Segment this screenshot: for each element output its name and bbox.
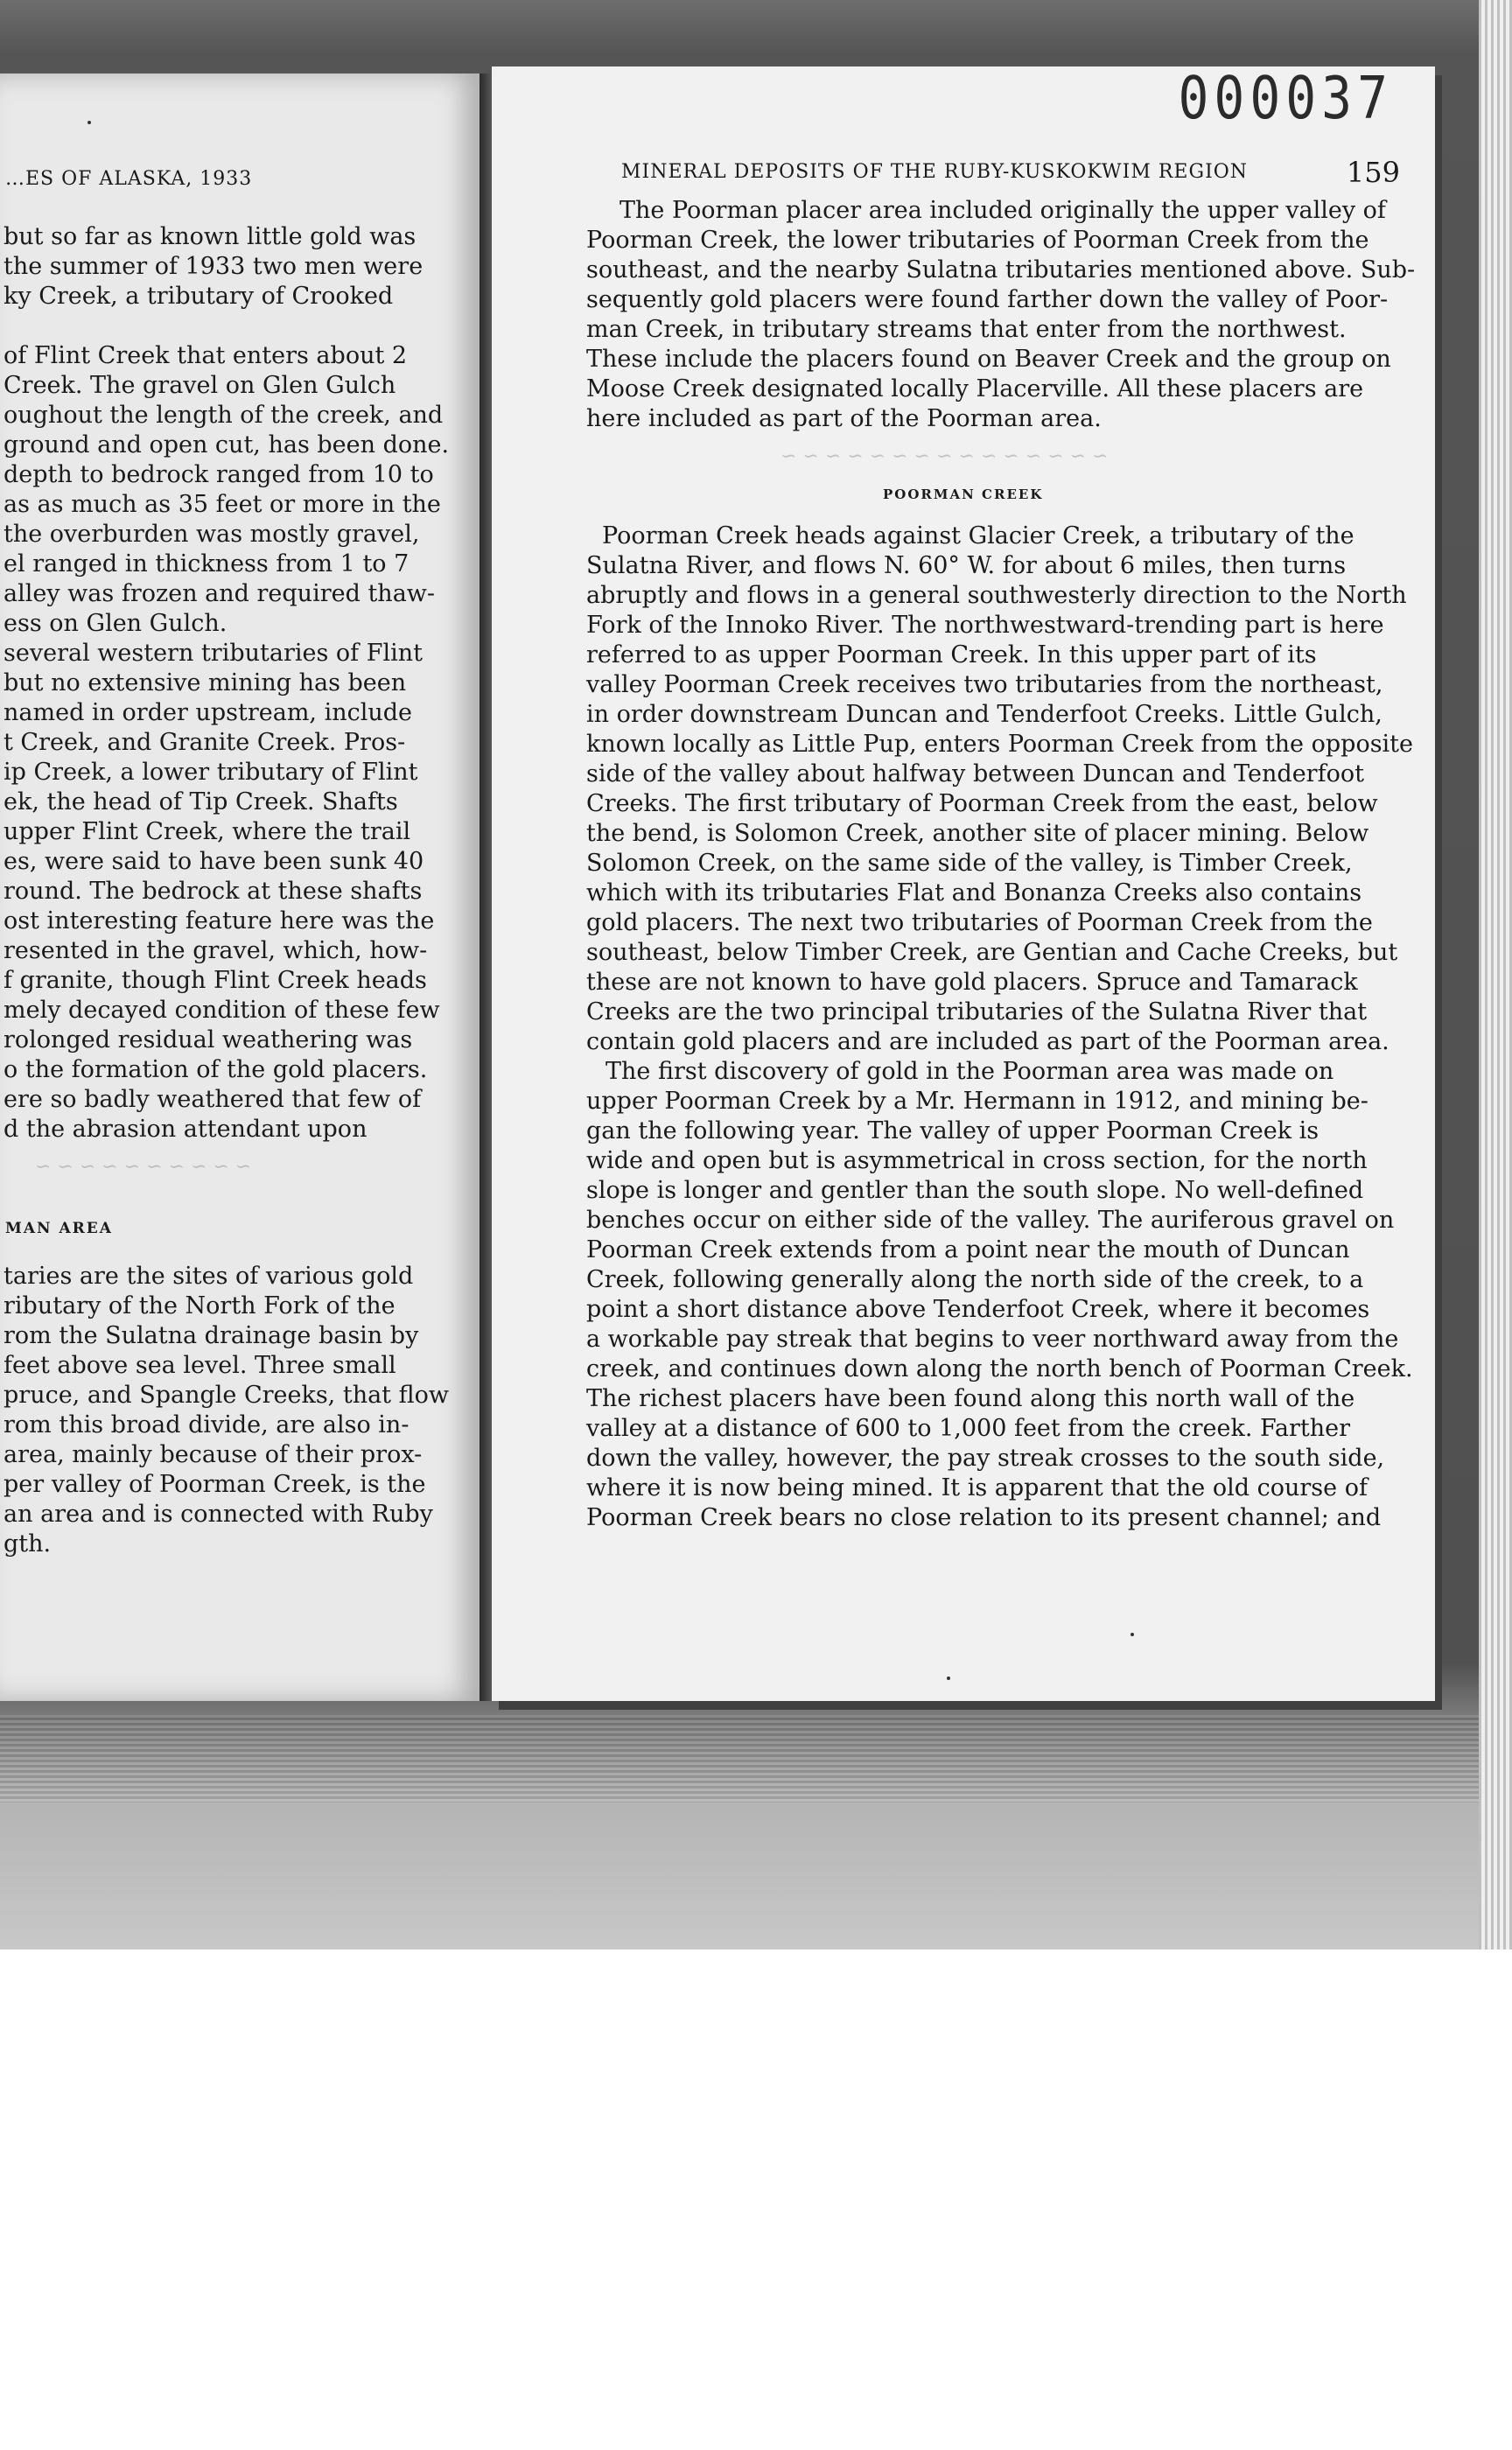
speck (947, 1676, 950, 1680)
scan-edge-artifact (1479, 0, 1512, 1950)
text-line: southeast, below Timber Creek, are Gentian and Cache Creeks, but (586, 939, 1398, 966)
text-line: southeast, and the nearby Sulatna tributaries mentioned above. Sub- (586, 256, 1416, 284)
page-stamp: 000037 (1178, 66, 1393, 133)
speck (1130, 1633, 1134, 1636)
text-line: several western tributaries of Flint (4, 640, 423, 667)
text-line: ributary of the North Fork of the (4, 1292, 396, 1320)
text-line: ess on Glen Gulch. (4, 610, 228, 637)
text-line: The Poorman placer area included originally the upper valley of (620, 197, 1386, 224)
right-page (492, 66, 1435, 1701)
text-line: in order downstream Duncan and Tenderfoot Creeks. Little Gulch, (586, 701, 1382, 728)
text-line: pruce, and Spangle Creeks, that flow (4, 1382, 449, 1409)
text-line: f granite, though Flint Creek heads (4, 967, 427, 994)
text-line: where it is now being mined. It is apparent that the old course of (586, 1474, 1368, 1502)
page-number: 159 (1346, 156, 1400, 189)
text-line: valley Poorman Creek receives two tributaries from the northeast, (586, 671, 1383, 698)
text-line: of Flint Creek that enters about 2 (4, 342, 408, 369)
text-line: round. The bedrock at these shafts (4, 878, 423, 905)
text-line: Fork of the Innoko River. The northwestward-trending part is here (586, 612, 1384, 639)
text-line: The first discovery of gold in the Poorman area was made on (606, 1058, 1334, 1085)
text-line: ground and open cut, has been done. (4, 431, 450, 458)
text-line: per valley of Poorman Creek, is the (4, 1471, 426, 1498)
speck (88, 121, 91, 124)
text-line: upper Poorman Creek by a Mr. Hermann in 1912, and mining be- (586, 1088, 1368, 1115)
text-line: wide and open but is asymmetrical in cross section, for the north (586, 1147, 1368, 1174)
text-line: feet above sea level. Three small (4, 1352, 396, 1379)
scan-artifact-stripe (0, 1715, 1479, 1802)
text-line: here included as part of the Poorman area. (586, 405, 1102, 432)
text-line: the bend, is Solomon Creek, another site of placer mining. Below (586, 820, 1369, 847)
left-section-heading: MAN AREA (5, 1220, 113, 1237)
text-line: gth. (4, 1530, 52, 1558)
left-page (0, 74, 480, 1701)
text-line: which with its tributaries Flat and Bonanza Creeks also contains (586, 879, 1362, 906)
text-line: ek, the head of Tip Creek. Shafts (4, 788, 398, 816)
text-line: these are not known to have gold placers. Spruce and Tamarack (586, 969, 1358, 996)
text-line: slope is longer and gentler than the south slope. No well-defined (586, 1177, 1364, 1204)
text-line: a workable pay streak that begins to veer northward away from the (586, 1326, 1399, 1353)
text-line: rom the Sulatna drainage basin by (4, 1322, 419, 1349)
text-line: Creek, following generally along the north side of the creek, to a (586, 1266, 1364, 1293)
text-line: but so far as known little gold was (4, 223, 416, 250)
text-line: Moose Creek designated locally Placerville. All these placers are (586, 375, 1364, 402)
text-line: an area and is connected with Ruby (4, 1501, 433, 1528)
text-line: ost interesting feature here was the (4, 907, 435, 934)
bleed-through-text: ~ ~ ~ ~ ~ ~ ~ ~ ~ ~ ~ ~ ~ ~ ~ (780, 444, 1109, 466)
text-line: mely decayed condition of these few (4, 997, 440, 1024)
text-line: Poorman Creek extends from a point near the mouth of Duncan (586, 1236, 1350, 1264)
text-line: t Creek, and Granite Creek. Pros- (4, 729, 406, 756)
text-line: d the abrasion attendant upon (4, 1116, 368, 1143)
text-line: gold placers. The next two tributaries of Poorman Creek from the (586, 909, 1373, 936)
text-line: point a short distance above Tenderfoot Creek, where it becomes (586, 1296, 1370, 1323)
text-line: These include the placers found on Beaver Creek and the group on (586, 346, 1391, 373)
text-line: man Creek, in tributary streams that enter from the northwest. (586, 316, 1347, 343)
text-line: Poorman Creek heads against Glacier Creek, a tributary of the (602, 522, 1354, 550)
text-line: Poorman Creek bears no close relation to its present channel; and (586, 1504, 1382, 1531)
text-line: valley at a distance of 600 to 1,000 feet from the creek. Farther (586, 1415, 1351, 1442)
text-line: Creeks are the two principal tributaries of the Sulatna River that (586, 998, 1368, 1026)
text-line: as as much as 35 feet or more in the (4, 491, 441, 518)
text-line: Creek. The gravel on Glen Gulch (4, 372, 396, 399)
section-heading-poorman-creek: POORMAN CREEK (883, 486, 1044, 502)
text-line: alley was frozen and required thaw- (4, 580, 436, 607)
text-line: the summer of 1933 two men were (4, 253, 424, 280)
text-line: but no extensive mining has been (4, 669, 407, 696)
text-line: ere so badly weathered that few of (4, 1086, 422, 1113)
text-line: down the valley, however, the pay streak crosses to the south side, (586, 1445, 1385, 1472)
text-line: Sulatna River, and flows N. 60° W. for about 6 miles, then turns (586, 552, 1347, 579)
text-line: gan the following year. The valley of upper Poorman Creek is (586, 1117, 1320, 1144)
text-line: benches occur on either side of the valley. The auriferous gravel on (586, 1207, 1395, 1234)
text-line: es, were said to have been sunk 40 (4, 848, 424, 875)
text-line: rolonged residual weathering was (4, 1026, 413, 1054)
text-line: referred to as upper Poorman Creek. In this upper part of its (586, 641, 1317, 668)
text-line: contain gold placers and are included as part of the Poorman area. (586, 1028, 1390, 1055)
text-line: ip Creek, a lower tributary of Flint (4, 759, 418, 786)
text-line: the overburden was mostly gravel, (4, 521, 420, 548)
text-line: named in order upstream, include (4, 699, 413, 726)
text-line: el ranged in thickness from 1 to 7 (4, 550, 410, 578)
text-line: rom this broad divide, are also in- (4, 1411, 410, 1438)
text-line: taries are the sites of various gold (4, 1263, 414, 1290)
text-line: depth to bedrock ranged from 10 to (4, 461, 434, 488)
text-line: Solomon Creek, on the same side of the valley, is Timber Creek, (586, 850, 1353, 877)
text-line: Creeks. The first tributary of Poorman Creek from the east, below (586, 790, 1378, 817)
text-line: The richest placers have been found along this north wall of the (586, 1385, 1355, 1412)
text-line: resented in the gravel, which, how- (4, 937, 428, 964)
text-line: upper Flint Creek, where the trail (4, 818, 411, 845)
text-line: known locally as Little Pup, enters Poorman Creek from the opposite (586, 731, 1414, 758)
text-line: o the formation of the gold placers. (4, 1056, 428, 1083)
text-line: area, mainly because of their prox- (4, 1441, 423, 1468)
text-line: Poorman Creek, the lower tributaries of Poorman Creek from the (586, 227, 1369, 254)
text-line: sequently gold placers were found farther down the valley of Poor- (586, 286, 1389, 313)
text-line: creek, and continues down along the north bench of Poorman Creek. (586, 1355, 1413, 1382)
bleed-through-text: ~ ~ ~ ~ ~ ~ ~ ~ ~ ~ (35, 1155, 252, 1177)
running-header: MINERAL DEPOSITS OF THE RUBY-KUSKOKWIM REGION (621, 161, 1249, 183)
text-line: ky Creek, a tributary of Crooked (4, 283, 394, 310)
text-line: oughout the length of the creek, and (4, 402, 444, 429)
text-line: abruptly and flows in a general southwesterly direction to the North (586, 582, 1407, 609)
text-line: side of the valley about halfway between Duncan and Tenderfoot (586, 760, 1364, 788)
left-page-header: …ES OF ALASKA, 1933 (5, 168, 253, 190)
